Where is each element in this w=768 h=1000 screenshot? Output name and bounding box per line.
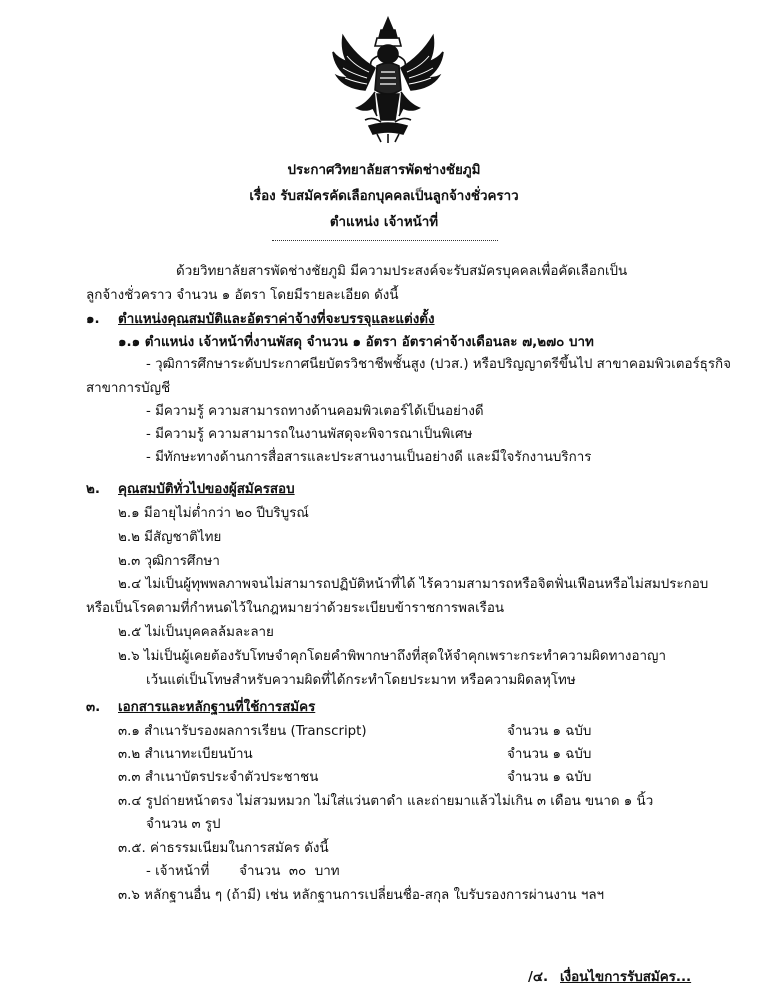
section-1-item: - มีความรู้ ความสามารถในงานพัสดุจะพิจารณาเป็นพิเศษ [146, 427, 473, 442]
fee-line: - เจ้าหน้าที่ จำนวน ๓๐ บาท [146, 864, 340, 879]
photo-quantity: จำนวน ๓ รูป [146, 817, 221, 832]
other-documents: ๓.๖ หลักฐานอื่น ๆ (ถ้ามี) เช่น หลักฐานการเปลี่ยนชื่อ-สกุล ใบรับรองการผ่านงาน ฯลฯ [118, 888, 605, 903]
section-2-item: ๒.๒ มีสัญชาติไทย [118, 530, 222, 545]
section-3-heading: เอกสารและหลักฐานที่ใช้การสมัคร [118, 700, 316, 715]
section-2-item: หรือเป็นโรคตามที่กำหนดไว้ในกฎหมายว่าด้วยระเบียบข้าราชการพลเรือน [86, 601, 505, 616]
announcement-subject: เรื่อง รับสมัครคัดเลือกบุคคลเป็นลูกจ้างชั่วคราว [249, 189, 519, 204]
section-1-number: ๑. [86, 312, 100, 327]
continuation-text: เงื่อนไขการรับสมัคร... [560, 970, 692, 985]
document-label: ๓.๓ สำเนาบัตรประจำตัวประชาชน [118, 770, 319, 785]
title-divider [272, 240, 498, 241]
photo-requirement: ๓.๔ รูปถ่ายหน้าตรง ไม่สวมหมวก ไม่ใส่แว่นตาดำ และถ่ายมาแล้วไม่เกิน ๓ เดือน ขนาด ๑ นิ้ว [118, 794, 654, 809]
announcement-position: ตำแหน่ง เจ้าหน้าที่ [329, 215, 439, 230]
announcement-title: ประกาศวิทยาลัยสารพัดช่างชัยภูมิ [287, 163, 481, 178]
section-1-heading: ตำแหน่งคุณสมบัติและอัตราค่าจ้างที่จะบรรจุและแต่งตั้ง [118, 312, 435, 327]
section-1-item: - วุฒิการศึกษาระดับประกาศนียบัตรวิชาชีพชั้นสูง (ปวส.) หรือปริญญาตรีขึ้นไป สาขาคอมพิวเตอร์ธุรกิจ [146, 357, 732, 372]
intro-line-1: ด้วยวิทยาลัยสารพัดช่างชัยภูมิ มีความประสงค์จะรับสมัครบุคคลเพื่อคัดเลือกเป็น [176, 264, 628, 279]
section-2-item: ๒.๓ วุฒิการศึกษา [118, 554, 220, 569]
document-label: ๓.๑ สำเนารับรองผลการเรียน (Transcript) [118, 724, 367, 739]
document-quantity: จำนวน ๑ ฉบับ [507, 724, 592, 739]
section-1-item: - มีความรู้ ความสามารถทางด้านคอมพิวเตอร์ได้เป็นอย่างดี [146, 404, 484, 419]
section-2-heading: คุณสมบัติทั่วไปของผู้สมัครสอบ [118, 482, 295, 497]
section-2-number: ๒. [86, 482, 100, 497]
intro-line-2: ลูกจ้างชั่วคราว จำนวน ๑ อัตรา โดยมีรายละเอียด ดังนี้ [86, 288, 399, 303]
continuation-prefix: /๔. [528, 970, 549, 985]
section-2-item: ๒.๑ มีอายุไม่ต่ำกว่า ๒๐ ปีบริบูรณ์ [118, 506, 309, 521]
section-2-item: ๒.๔ ไม่เป็นผู้ทุพพลภาพจนไม่สามารถปฏิบัติหน้าที่ได้ ไร้ความสามารถหรือจิตฟั่นเฟือนหรือไม่สมประกอบ [118, 577, 709, 592]
fee-heading: ๓.๕. ค่าธรรมเนียมในการสมัคร ดังนี้ [118, 841, 329, 856]
section-2-item: เว้นแต่เป็นโทษสำหรับความผิดที่ได้กระทำโดยประมาท หรือความผิดลหุโทษ [146, 673, 576, 688]
garuda-emblem [329, 16, 447, 144]
section-1-item: สาขาการบัญชี [86, 381, 171, 396]
document-quantity: จำนวน ๑ ฉบับ [507, 770, 592, 785]
document-quantity: จำนวน ๑ ฉบับ [507, 747, 592, 762]
section-1-position: ๑.๑ ตำแหน่ง เจ้าหน้าที่งานพัสดุ จำนวน ๑ อัตรา อัตราค่าจ้างเดือนละ ๗,๒๗๐ บาท [118, 335, 594, 350]
document-label: ๓.๒ สำเนาทะเบียนบ้าน [118, 747, 253, 762]
section-2-item: ๒.๖ ไม่เป็นผู้เคยต้องรับโทษจำคุกโดยคำพิพากษาถึงที่สุดให้จำคุกเพราะกระทำความผิดทางอาญา [118, 649, 666, 664]
section-3-number: ๓. [86, 700, 101, 715]
section-1-item: - มีทักษะทางด้านการสื่อสารและประสานงานเป็นอย่างดี และมีใจรักงานบริการ [146, 450, 592, 465]
section-2-item: ๒.๕ ไม่เป็นบุคคลล้มละลาย [118, 625, 274, 640]
